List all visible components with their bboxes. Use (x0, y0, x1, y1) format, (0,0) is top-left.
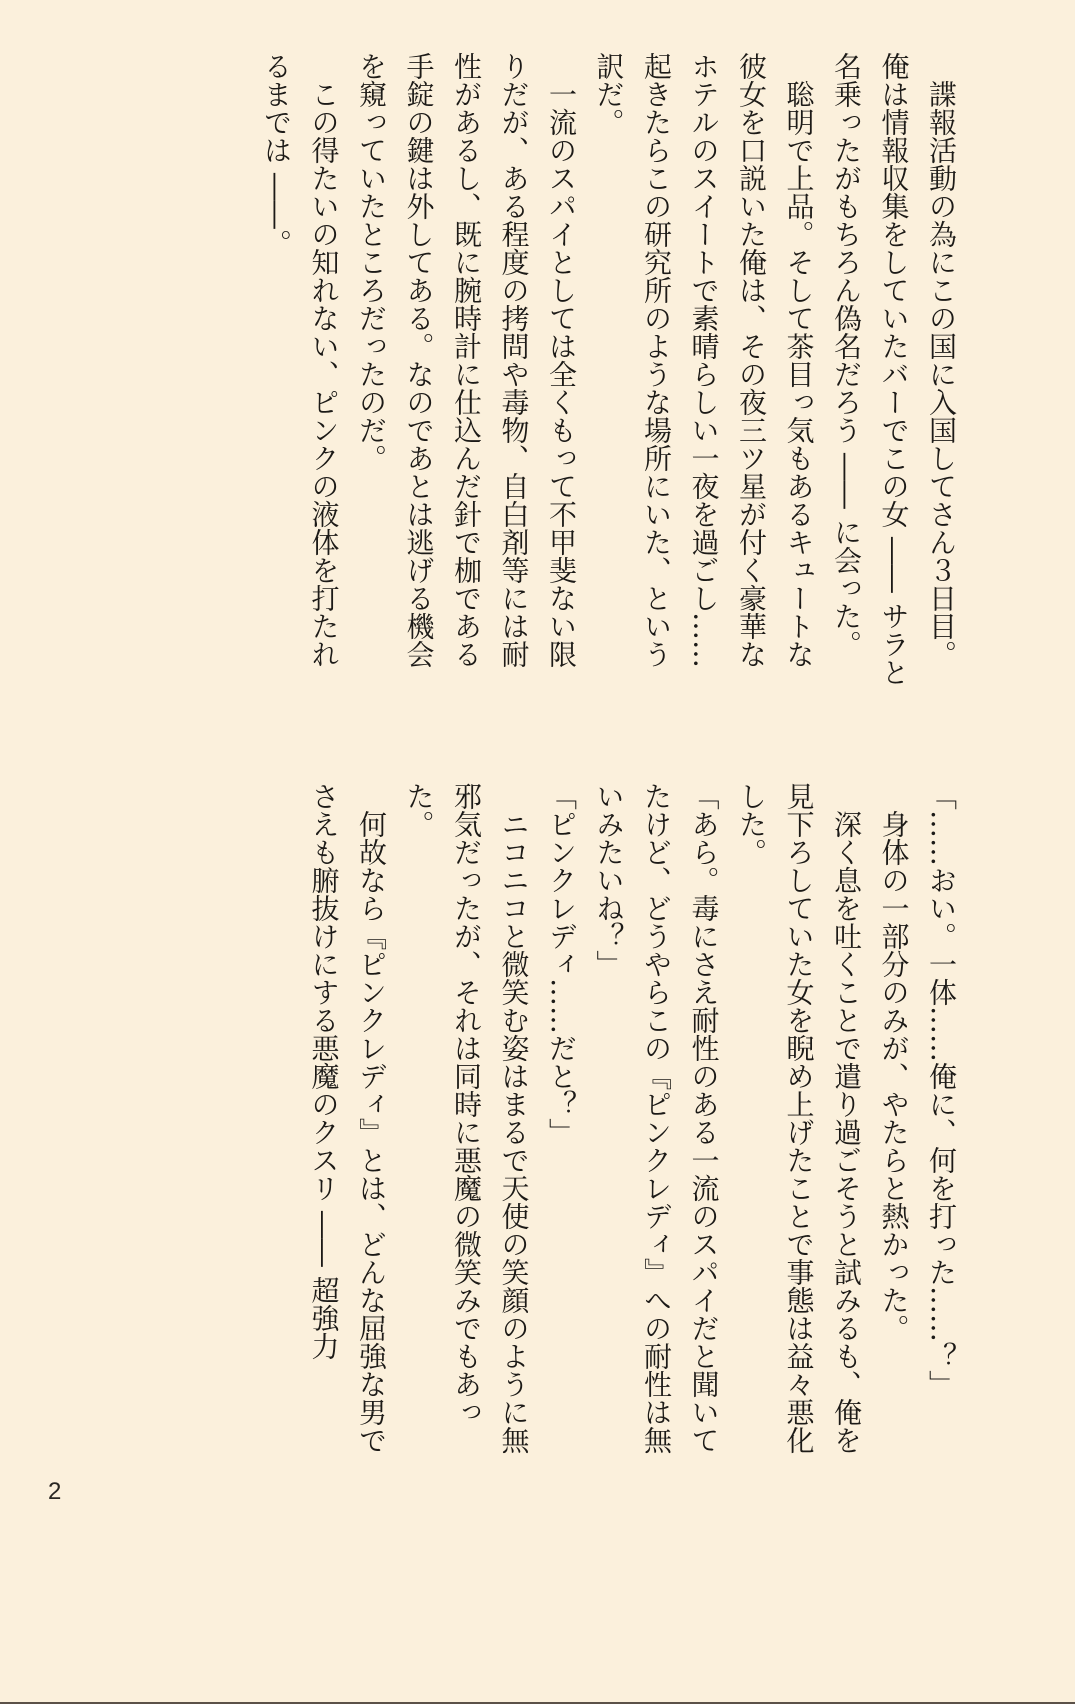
paragraph: 身体の一部分のみが、やたらと熱かった。 (877, 810, 911, 1342)
paragraph: 深く息を吐くことで遣り過ごそうと試みるも、俺を見下ろしていた女を睨め上げたことで事態は益々悪化した。 (735, 782, 863, 1454)
paragraph: 何故なら『ピンクレディ』とは、どんな屈強な男でさえも腑抜けにする悪魔のクスリ ―― 超強力 (307, 782, 388, 1454)
paragraph: この得たいの知れない、ピンクの液体を打たれるまでは ――。 (260, 52, 341, 668)
dialogue-paragraph: 「ピンクレディ……だと？」 (545, 782, 578, 1146)
paragraph: 聡明で上品。そして茶目っ気もあるキュートな彼女を口説いた俺は、その夜三ツ星が付く豪華なホテルのスイートで素晴らしい一夜を過ごし……起きたらこの研究所のような場所にいた、という訳だ。 (592, 52, 816, 668)
paragraph: 一流のスパイとしては全くもって不甲斐ない限りだが、ある程度の拷問や毒物、自白剤等には耐性があるし、既に腕時計に仕込んだ針で枷である手錠の鍵は外してある。なのであとは逃げる機会を窺っていたところだったのだ。 (355, 52, 578, 668)
text-block-bottom (0, 782, 965, 1462)
page-number: 2 (48, 1478, 62, 1505)
text-block-top (115, 52, 965, 692)
dialogue-paragraph: 「……おい。一体……俺に、何を打った……？」 (925, 782, 958, 1398)
paragraph: 諜報活動の為にこの国に入国してさん３日目。俺は情報収集をしていたバーでこの女 ―― サラと名乗ったがもちろん偽名だろう ―― に会った。 (830, 52, 958, 686)
dialogue-paragraph: 「あら。毒にさえ耐性のある一流のスパイだと聞いてたけど、どうやらこの『ピンクレディ』への耐性は無いみたいね？」 (592, 782, 721, 1454)
paragraph: ニコニコと微笑む姿はまるで天使の笑顔のように無邪気だったが、それは同時に悪魔の微笑みでもあった。 (402, 782, 531, 1454)
